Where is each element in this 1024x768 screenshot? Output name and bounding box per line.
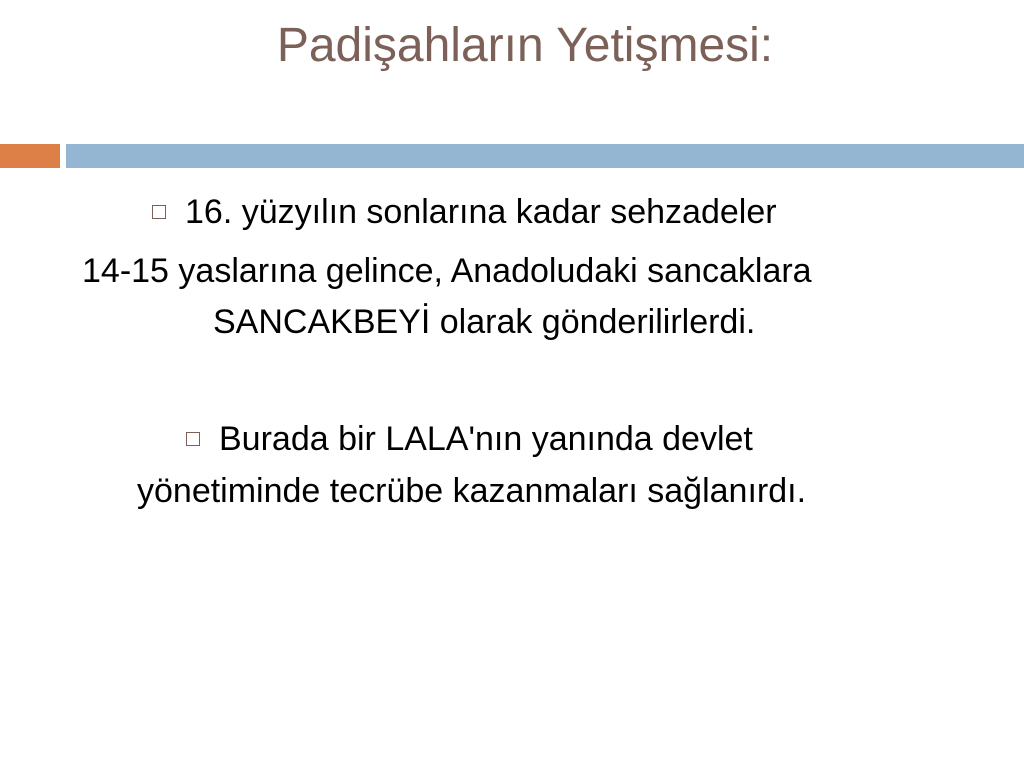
bullet-2-line-1: Burada bir LALA'nın yanında devlet bbox=[219, 420, 753, 458]
header-divider-bar bbox=[66, 144, 1024, 168]
bullet-1-line-2: 14-15 yaslarına gelince, Anadoludaki sancaklara bbox=[82, 252, 812, 290]
square-bullet-icon bbox=[186, 432, 200, 446]
bullet-1-line-1: 16. yüzyılın sonlarına kadar sehzadeler bbox=[185, 193, 777, 231]
square-bullet-icon bbox=[152, 205, 166, 219]
bullet-2-line-2: yönetiminde tecrübe kazanmaları sağlanırdı. bbox=[137, 472, 807, 510]
accent-bar bbox=[0, 144, 60, 168]
slide-title: Padişahların Yetişmesi: bbox=[276, 19, 774, 72]
bullet-1-line-3: SANCAKBEYİ olarak gönderilirlerdi. bbox=[213, 303, 756, 341]
